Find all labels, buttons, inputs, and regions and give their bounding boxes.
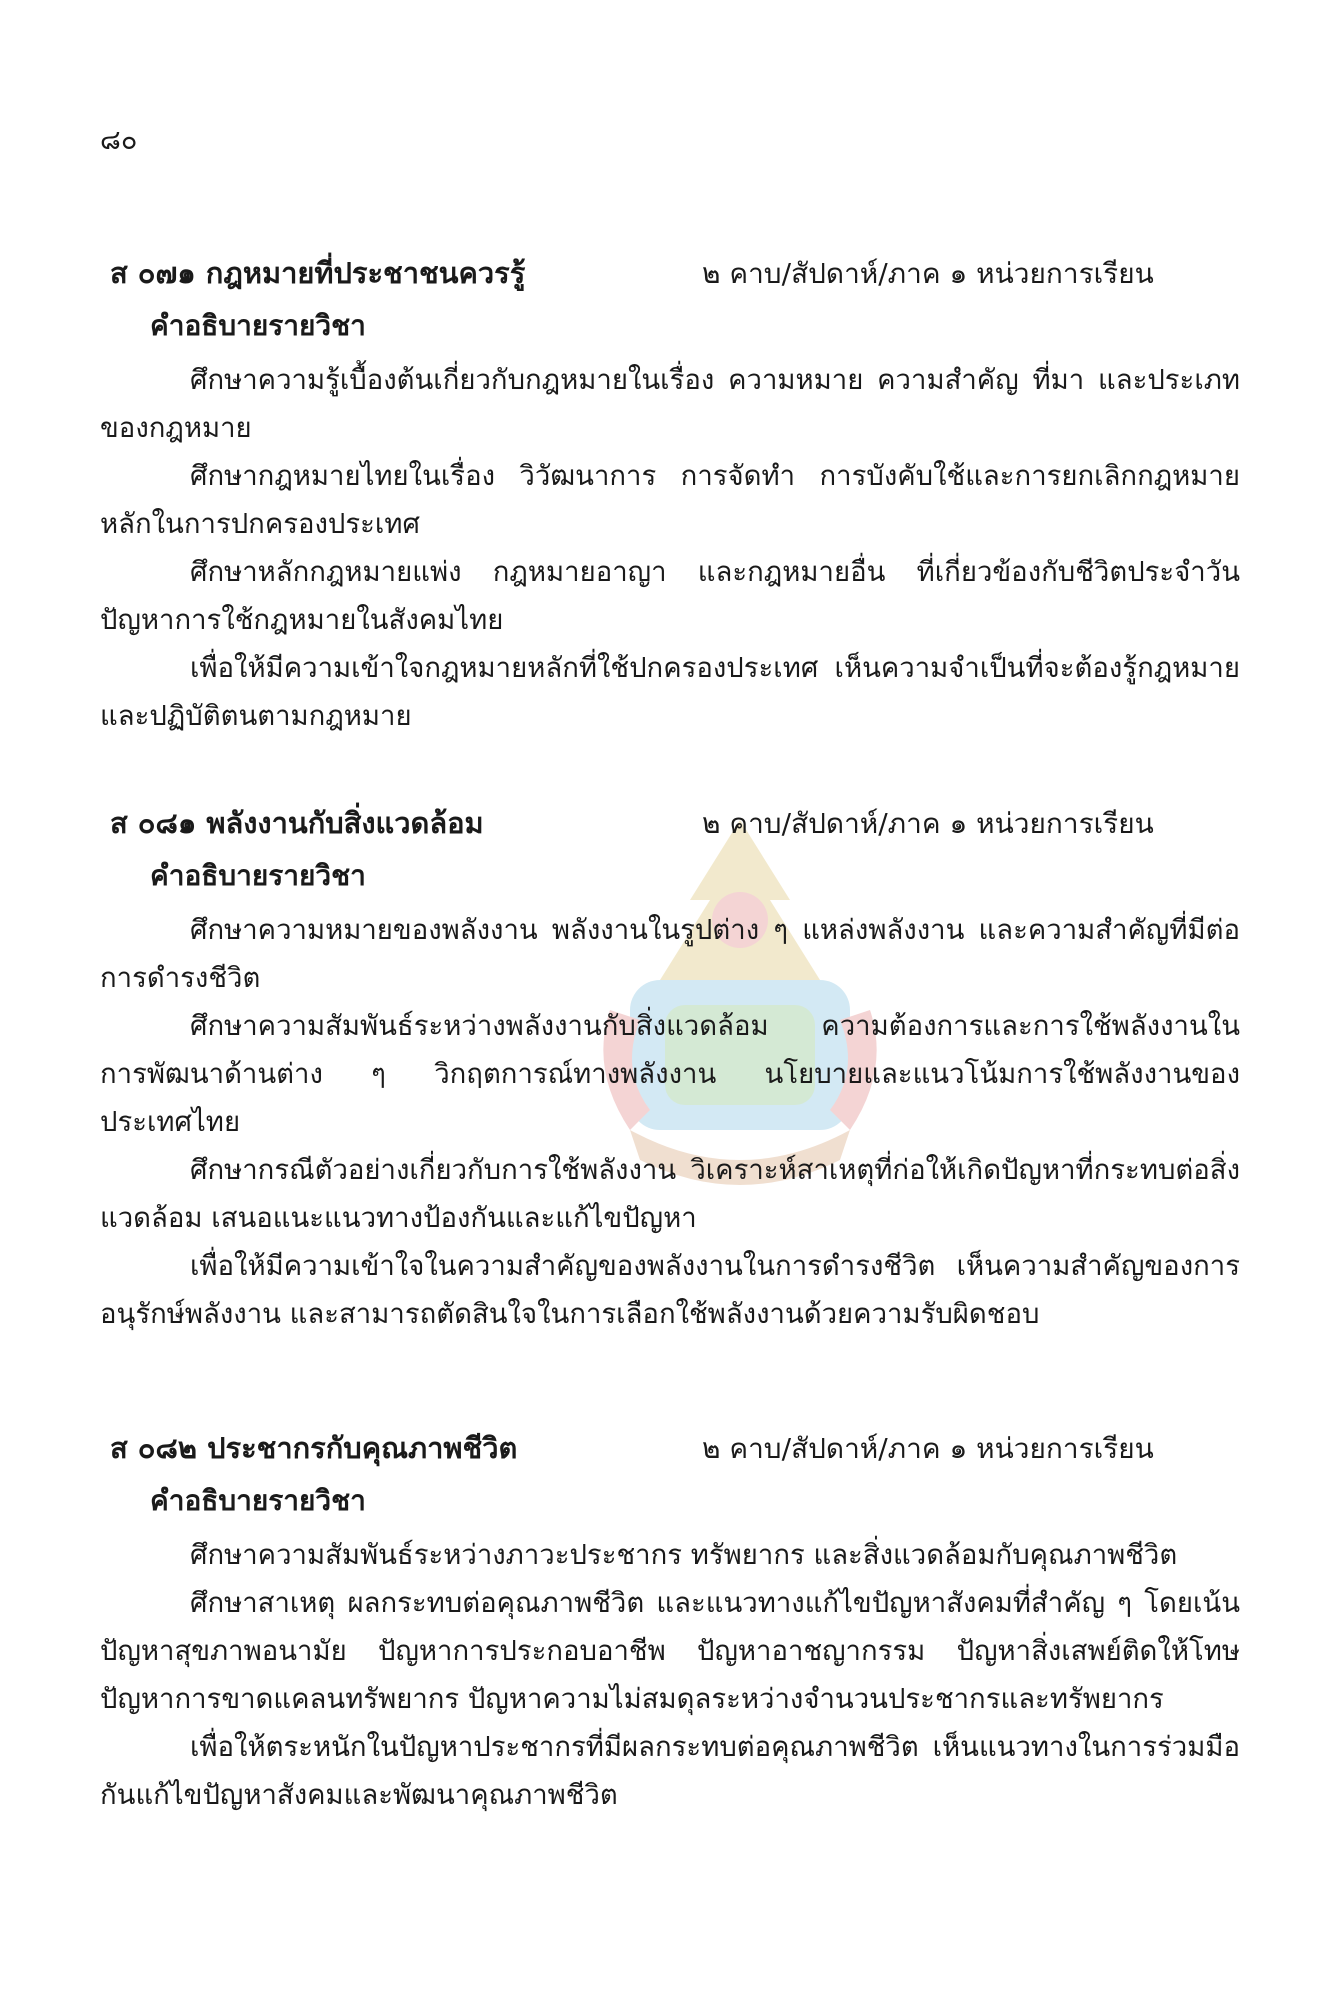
description-paragraph: ศึกษาความสัมพันธ์ระหว่างภาวะประชากร ทรัพยากร และสิ่งแวดล้อมกับคุณภาพชีวิต [190,1539,1178,1571]
description-paragraph: ศึกษาความสัมพันธ์ระหว่างพลังงานกับสิ่งแวดล้อม ความต้องการและการใช้พลังงานในการพัฒนาด้านต่าง ๆ วิกฤตการณ์ทางพลังงาน นโยบายและแนวโน้มการใช้พลังงานของประเทศไทย [100,1010,1240,1138]
description-paragraph: ศึกษาความหมายของพลังงาน พลังงานในรูปต่าง ๆ แหล่งพลังงาน และความสำคัญที่มีต่อการดำรงชีวิต [100,914,1240,994]
description-paragraph: ศึกษากรณีตัวอย่างเกี่ยวกับการใช้พลังงาน วิเคราะห์สาเหตุที่ก่อให้เกิดปัญหาที่กระทบต่อสิ่งแวดล้อม เสนอแนะแนวทางป้องกันและแก้ไขปัญหา [100,1154,1240,1234]
course-title: ส ๐๗๑ กฎหมายที่ประชาชนควรรู้ [110,256,526,290]
description-paragraph: ศึกษากฎหมายไทยในเรื่อง วิวัฒนาการ การจัดทำ การบังคับใช้และการยกเลิกกฎหมายหลักในการปกครองประเทศ [100,460,1240,540]
course-load: ๒ คาบ/สัปดาห์/ภาค ๑ หน่วยการเรียน [702,257,1154,290]
course-header [100,250,1240,304]
course-section-2 [100,800,1240,1338]
course-title: ส ๐๘๒ ประชากรกับคุณภาพชีวิต [110,1431,518,1465]
page-number: ๘๐ [100,125,138,156]
description-heading: คำอธิบายรายวิชา [150,859,366,892]
course-load: ๒ คาบ/สัปดาห์/ภาค ๑ หน่วยการเรียน [702,1432,1154,1465]
description-paragraph: เพื่อให้ตระหนักในปัญหาประชากรที่มีผลกระทบต่อคุณภาพชีวิต เห็นแนวทางในการร่วมมือกันแก้ไขปัญหาสังคมและพัฒนาคุณภาพชีวิต [100,1731,1240,1811]
course-load: ๒ คาบ/สัปดาห์/ภาค ๑ หน่วยการเรียน [702,807,1154,840]
description-paragraph: ศึกษาสาเหตุ ผลกระทบต่อคุณภาพชีวิต และแนวทางแก้ไขปัญหาสังคมที่สำคัญ ๆ โดยเน้นปัญหาสุขภาพอนามัย ปัญหาการประกอบอาชีพ ปัญหาอาชญากรรม ปัญหาสิ่งเสพย์ติดให้โทษ ปัญหาการขาดแคลนทรัพยากร ปัญหาความไม่สมดุลระหว่างจำนวนประชากรและทรัพยากร [100,1587,1240,1715]
description-paragraph: ศึกษาความรู้เบื้องต้นเกี่ยวกับกฎหมายในเรื่อง ความหมาย ความสำคัญ ที่มา และประเภทของกฎหมาย [100,364,1240,444]
description-heading: คำอธิบายรายวิชา [150,1484,366,1517]
description-paragraph: ศึกษาหลักกฎหมายแพ่ง กฎหมายอาญา และกฎหมายอื่น ที่เกี่ยวข้องกับชีวิตประจำวัน ปัญหาการใช้กฎหมายในสังคมไทย [100,556,1240,636]
course-header [100,1425,1240,1479]
description-paragraph: เพื่อให้มีความเข้าใจกฎหมายหลักที่ใช้ปกครองประเทศ เห็นความจำเป็นที่จะต้องรู้กฎหมายและปฏิบัติตนตามกฎหมาย [100,652,1240,732]
description-heading: คำอธิบายรายวิชา [150,309,366,342]
course-section-3 [100,1425,1240,1819]
course-header [100,800,1240,854]
description-paragraph: เพื่อให้มีความเข้าใจในความสำคัญของพลังงานในการดำรงชีวิต เห็นความสำคัญของการอนุรักษ์พลังงาน และสามารถตัดสินใจในการเลือกใช้พลังงานด้วยความรับผิดชอบ [100,1250,1240,1330]
course-section-1 [100,250,1240,740]
course-title: ส ๐๘๑ พลังงานกับสิ่งแวดล้อม [110,806,484,840]
